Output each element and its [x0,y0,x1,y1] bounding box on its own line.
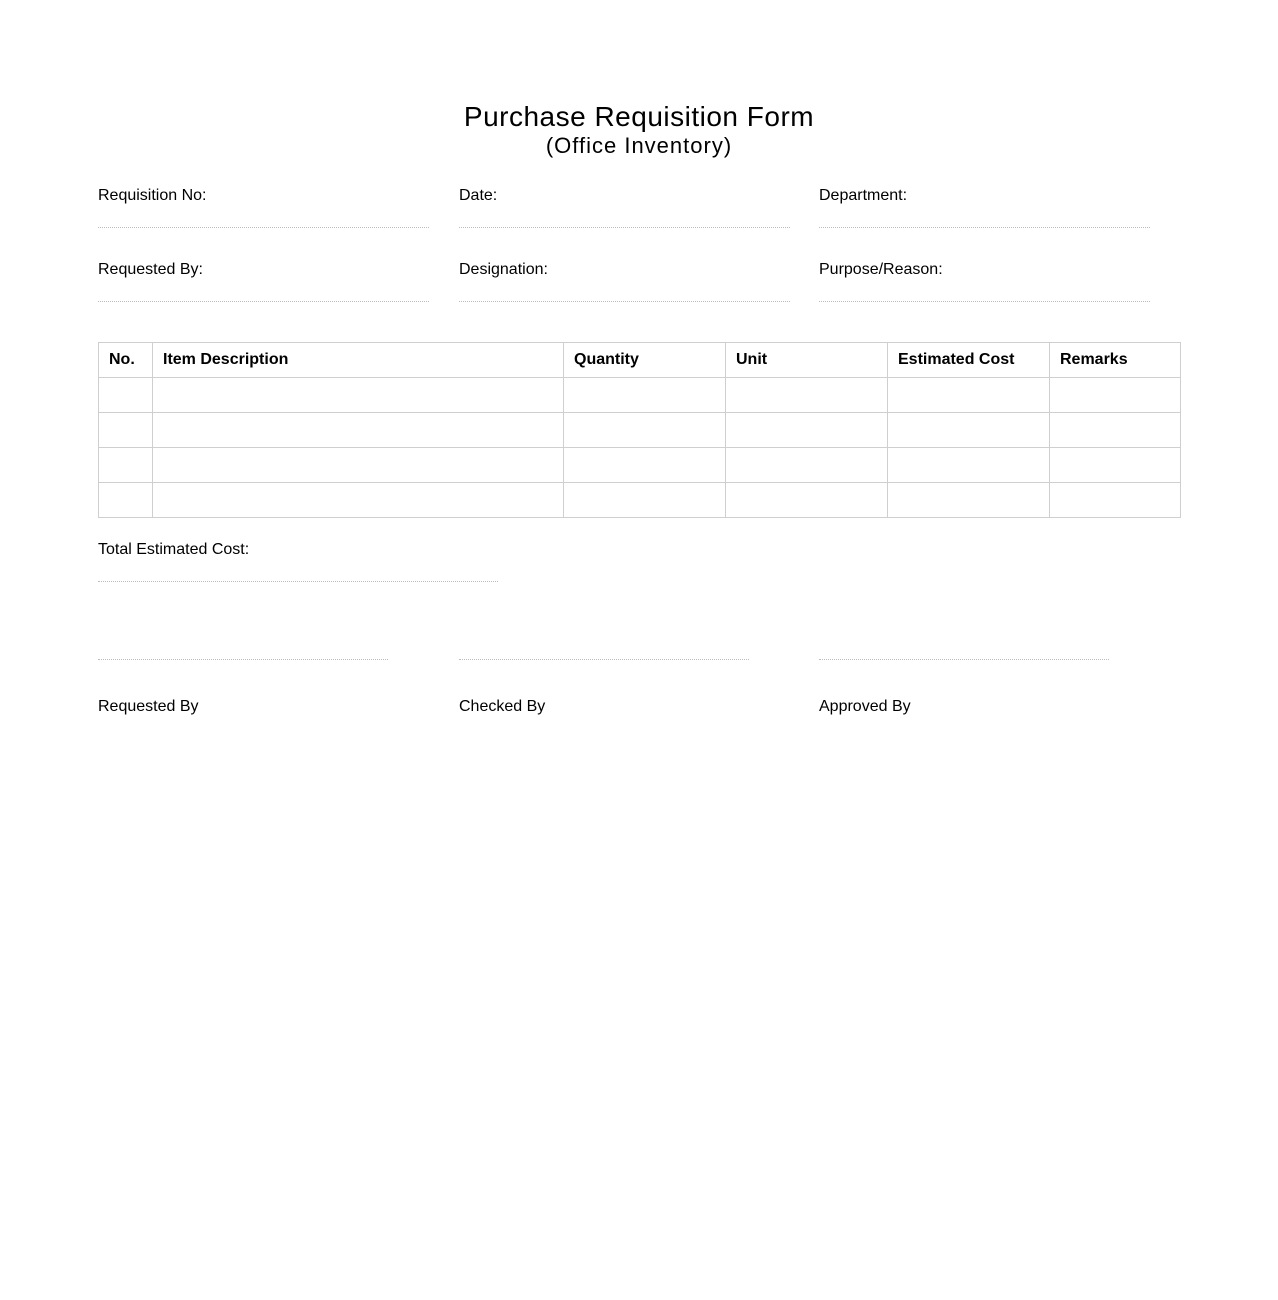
cell-estimated-cost[interactable] [888,483,1050,518]
cell-item-description[interactable] [153,448,564,483]
header-estimated-cost: Estimated Cost [888,343,1050,378]
table-row [99,413,1181,448]
requisition-no-input-line[interactable] [98,227,429,228]
cell-quantity[interactable] [564,483,726,518]
date-label: Date: [459,187,498,204]
cell-no[interactable] [99,378,153,413]
table-row [99,378,1181,413]
signature-checked-by [459,659,749,717]
purpose-field [819,260,1150,302]
signature-label-approved-by: Approved By [819,698,911,715]
cell-unit[interactable] [726,483,888,518]
requisition-no-label: Requisition No: [98,187,207,204]
cell-unit[interactable] [726,413,888,448]
form-title: Purchase Requisition Form [463,101,815,132]
table-row [99,448,1181,483]
designation-field [459,260,790,302]
signature-line-checked-by[interactable] [459,659,749,660]
cell-remarks[interactable] [1050,378,1181,413]
requested-by-field [98,260,429,302]
header-remarks: Remarks [1050,343,1181,378]
designation-label: Designation: [459,261,548,278]
table-row [99,483,1181,518]
cell-unit[interactable] [726,378,888,413]
total-estimated-cost-input-line[interactable] [98,581,498,582]
cell-quantity[interactable] [564,378,726,413]
cell-estimated-cost[interactable] [888,413,1050,448]
designation-input-line[interactable] [459,301,790,302]
cell-estimated-cost[interactable] [888,448,1050,483]
cell-no[interactable] [99,413,153,448]
signature-approved-by [819,659,1109,717]
cell-item-description[interactable] [153,483,564,518]
date-input-line[interactable] [459,227,790,228]
total-estimated-cost-field [98,540,498,582]
department-field [819,186,1150,228]
signature-line-approved-by[interactable] [819,659,1109,660]
requested-by-label: Requested By: [98,261,203,278]
cell-remarks[interactable] [1050,448,1181,483]
table-header-row [99,343,1181,378]
department-label: Department: [819,187,908,204]
signature-label-checked-by: Checked By [459,698,546,715]
cell-estimated-cost[interactable] [888,378,1050,413]
cell-unit[interactable] [726,448,888,483]
signature-requested-by [98,659,388,717]
cell-item-description[interactable] [153,378,564,413]
cell-no[interactable] [99,448,153,483]
header-item-description: Item Description [153,343,564,378]
header-unit: Unit [726,343,888,378]
requested-by-input-line[interactable] [98,301,429,302]
cell-remarks[interactable] [1050,413,1181,448]
purpose-label: Purpose/Reason: [819,261,943,278]
form-subtitle: (Office Inventory) [545,133,733,158]
purpose-input-line[interactable] [819,301,1150,302]
department-input-line[interactable] [819,227,1150,228]
signature-label-requested-by: Requested By [98,698,199,715]
cell-no[interactable] [99,483,153,518]
cell-item-description[interactable] [153,413,564,448]
cell-quantity[interactable] [564,413,726,448]
cell-remarks[interactable] [1050,483,1181,518]
cell-quantity[interactable] [564,448,726,483]
header-no: No. [99,343,153,378]
header-quantity: Quantity [564,343,726,378]
requisition-no-field [98,186,429,228]
signature-line-requested-by[interactable] [98,659,388,660]
date-field [459,186,790,228]
items-table [98,342,1181,518]
total-estimated-cost-label: Total Estimated Cost: [98,541,250,558]
